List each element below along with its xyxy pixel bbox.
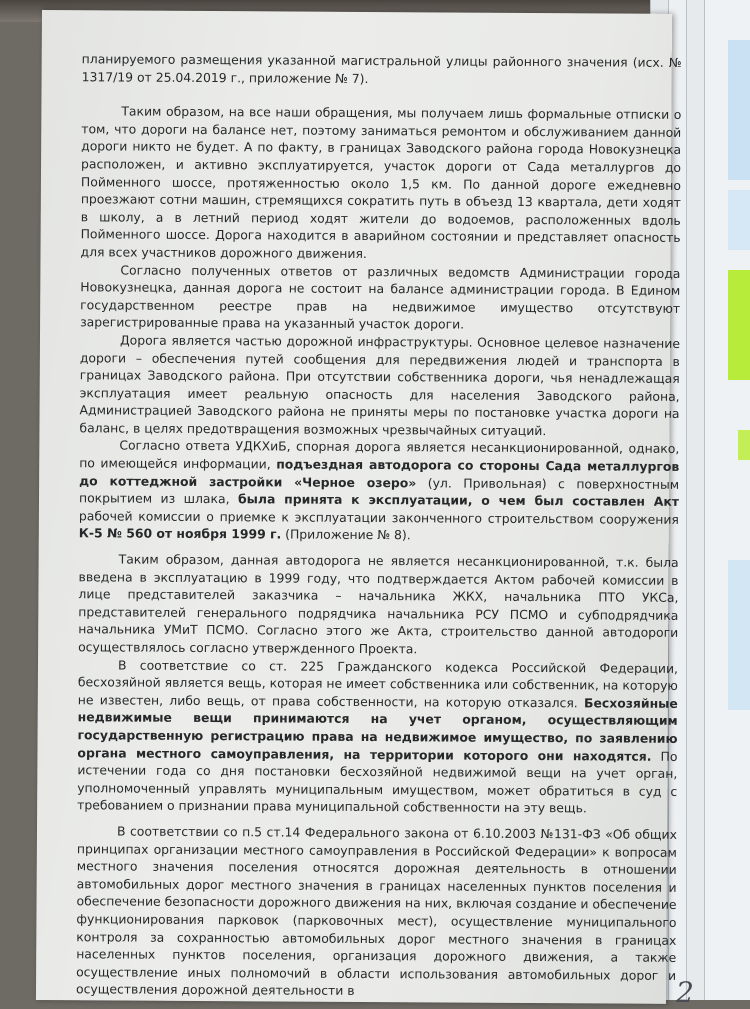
paragraph: планируемого размещения указанной магистральной улицы районного значения (исх. № 1317/19 от 25.04.2019 г., приложение № 7). xyxy=(81,51,682,86)
blue-divider-tab xyxy=(728,40,750,180)
bold-text: была принята к эксплуатации, о чем был составлен Акт xyxy=(237,491,680,510)
green-divider-tab xyxy=(738,430,750,460)
paragraph: Согласно полученных ответов от различных ведомств Администрации города Новокузнецка, данная дорога не состоит на балансе администрации города. В Едином государственном реестре прав на недвижимое имущество отсутствуют зарегистрированные права на указанный участок дороги. xyxy=(80,262,681,332)
bold-text: К-5 № 560 от ноября 1999 г. xyxy=(78,525,282,542)
paragraph: Согласно ответа УДКХиБ, спорная дорога является несанкционированной, однако, по имеющейся информации, подъездная автодорога со стороны Сада металлургов до коттеджной застройки «Черное озеро» (ул. Привольная) с поверхностным покрытием из шлака, была принята к эксплуатации, о чем был составлен Акт рабочей комиссии о приемке к эксплуатации законченного строительством сооружения К-5 № 560 от ноября 1999 г. (Приложение № 8). xyxy=(78,437,680,543)
paragraph: Дорога является частью дорожной инфраструктуры. Основное целевое назначение дороги – обеспечения путей сообщения для передвижения людей и транспорта в границах Заводского района. При отсутствии собственника дороги, чья ненадлежащая эксплуатация имеет реальную опасность для населения Заводского района, Администрацией Заводского района не приняты меры по постановке участка дороги на баланс, в целях предотвращения возможных чрезвычайных ситуаций. xyxy=(79,332,681,438)
bold-text: подъездная автодорога со стороны Сада металлургов до коттеджной застройки «Черное озеро» xyxy=(79,456,680,490)
paragraph: В соответствие со ст. 225 Гражданского кодекса Российской Федерации, бесхозяйной является вещь, которая не имеет собственника или собственник, на которую не известен, либо вещь, от права собственности, на которую отказался. Бесхозяйные недвижимые вещи принимаются на учет органом, осуществляющим государственную регистрацию права на недвижимое имущество, по заявлению органа местного самоуправления, на территории которого они находятся. По истечении года со дня постановки бесхозяйной недвижимой вещи на учет орган, уполномоченный управлять муниципальным имуществом, может обратиться в суд с требованием о признании права муниципальной собственности на эту вещь. xyxy=(77,657,679,816)
paragraph: Таким образом, данная автодорога не является несанкционированной, т.к. была введена в эксплуатацию в 1999 году, что подтверждается Актом рабочей комиссии в лице представителей заказчика – начальника ЖКХ, начальника ПТО УКСа, представителей генерального подрядчика начальника РСУ ПСМО и субподрядчика начальника УМиТ ПСМО. Согласно этого же Акта, строительство данной автодороги осуществлялось согласно утвержденного Проекта. xyxy=(78,551,679,657)
green-divider-tab xyxy=(728,270,750,380)
blue-divider-tab xyxy=(728,190,750,250)
page-number: 2 xyxy=(675,975,694,1009)
paragraph: В соответствии со п.5 ст.14 Федерального закона от 6.10.2003 №131-ФЗ «Об общих принципах организации местного самоуправления в Российской Федерации» к вопросам местного значения поселения относятся дорожная деятельность в отношении автомобильных дорог местного значения в границах населенных пунктов поселения и обеспечение безопасности дорожного движения на них, включая создание и обеспечение функционирования парковок (парковочных мест), осуществление муниципального контроля за сохранностью автомобильных дорог местного значения в границах населенных пунктов поселения, организация дорожного движения, а также осуществление иных полномочий в области использования автомобильных дорог и осуществления дорожной деятельности в xyxy=(75,823,678,999)
document-page xyxy=(36,10,694,1009)
document-body xyxy=(76,50,682,1002)
paragraph: Таким образом, на все наши обращения, мы получаем лишь формальные отписки о том, что дороги на балансе нет, поэтому заниматься ремонтом и обслуживанием данной дороги никто не будет. А по факту, в границах Заводского района города Новокузнецка расположен, и активно эксплуатируется, участок дороги от Сада металлургов до Пойменного шоссе, протяженностью около 1,5 км. По данной дороге ежедневно проезжают сотни машин, стремящихся сократить путь в объезд 13 квартала, дети ходят в школу, а в летний период ходят жители до водоемов, расположенных вдоль Пойменного шоссе. Дорога находится в аварийном состоянии и представляет опасность для всех участников дорожного движения. xyxy=(80,103,682,261)
blue-divider-tab xyxy=(728,560,750,710)
bold-text: Бесхозяйные недвижимые вещи принимаются на учет органом, осуществляющим государственную регистрацию права на недвижимое имущество, по заявлению органа местного самоуправления, на территории которого они находятся. xyxy=(77,695,678,764)
